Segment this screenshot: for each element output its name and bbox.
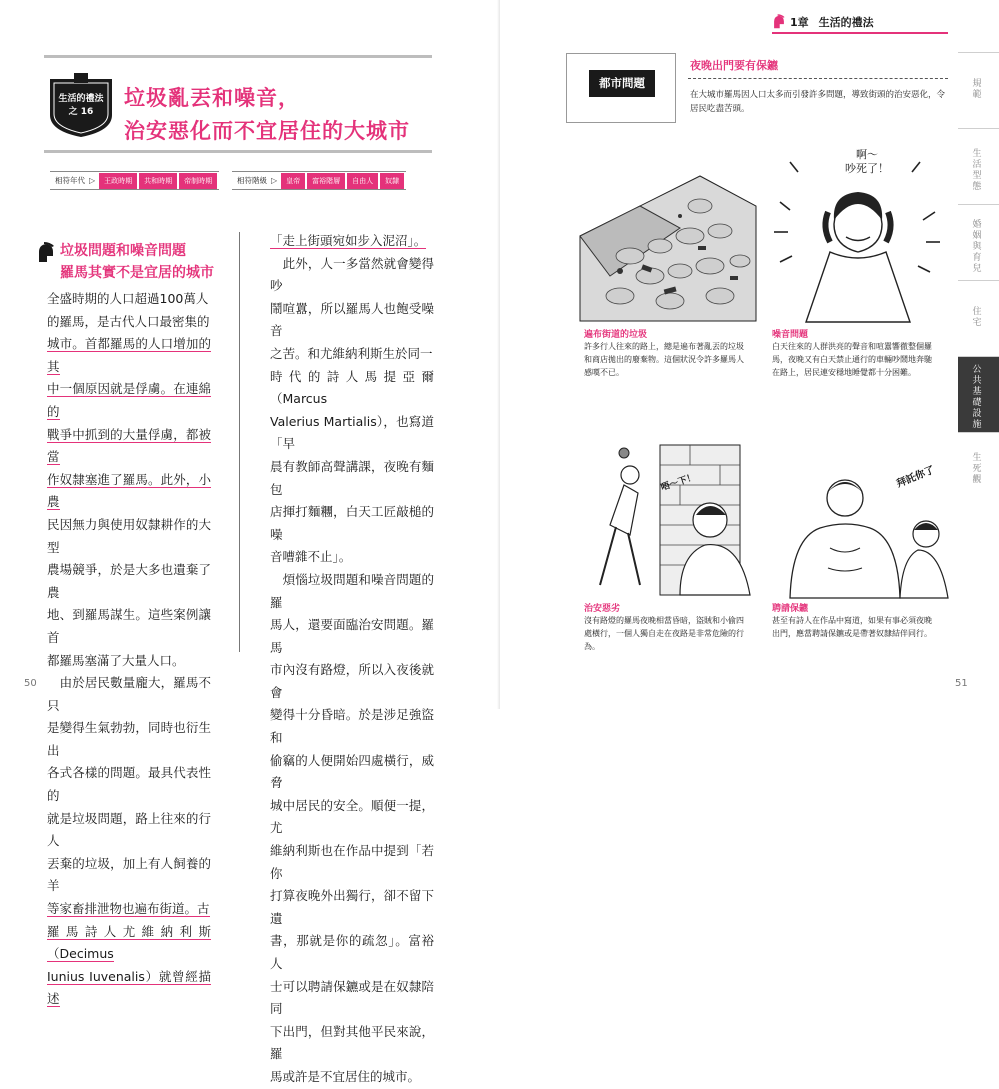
panel-title: 噪音問題 xyxy=(772,330,809,340)
side-tab-label: 公共基礎設施 xyxy=(972,365,982,430)
side-tab-label: 生活型態 xyxy=(972,149,982,192)
class-tag: 奴隸 xyxy=(380,173,404,189)
top-rule xyxy=(44,55,432,58)
text-line: 此外，人一多當然就會變得吵 xyxy=(270,255,434,294)
column-divider xyxy=(239,232,240,652)
text-line: 農場競爭，於是大多也遺棄了農 xyxy=(47,562,211,600)
lesson-badge xyxy=(46,73,116,139)
text-line xyxy=(47,898,211,921)
text-line xyxy=(47,424,211,469)
text-line xyxy=(47,378,211,423)
page-title-line-2: 治安惡化而不宜居住的大城市 xyxy=(124,119,410,143)
topic-body: 在大城市羅馬因人口太多而引發許多問題，導致街頭的治安惡化，令居民吃盡苦頭。 xyxy=(690,90,946,114)
text-line: 市內沒有路燈，所以入夜後就會 xyxy=(270,662,434,700)
text-line: 民因無力與使用奴隸耕作的大型 xyxy=(47,516,211,555)
panel-title: 遍布街道的垃圾 xyxy=(584,330,648,340)
badge-number: 之 16 xyxy=(68,107,94,117)
text-line: 馬或許是不宜居住的城市。 xyxy=(270,1068,421,1084)
text-line: 維納利斯也在作品中提到「若你 xyxy=(270,843,434,881)
bubble-line: 吵死了！ xyxy=(845,162,889,175)
text-line: 就是垃圾問題，路上往來的行人 xyxy=(47,810,211,849)
body-column-1 xyxy=(47,288,211,1011)
text-line xyxy=(47,469,211,514)
left-page xyxy=(0,0,499,1084)
side-tab[interactable] xyxy=(958,280,999,356)
page-number: 50 xyxy=(24,678,37,689)
text-line: 城中居民的安全。順便一提，尤 xyxy=(270,797,434,836)
side-tab-label: 住宅 xyxy=(972,307,982,328)
helmet-icon xyxy=(36,242,56,264)
text-line: 等家畜排泄物也遍布街道。古 xyxy=(47,901,210,917)
text-line xyxy=(47,921,211,966)
text-line: 羅馬詩人尤維納利斯（Decimus xyxy=(47,923,211,962)
text-line: 是變得生氣勃勃，同時也衍生出 xyxy=(47,720,211,758)
dashed-divider xyxy=(688,78,948,79)
arrow-right-icon: ▷ xyxy=(271,176,278,185)
text-line: 「走上街頭宛如步入泥沼」。 xyxy=(270,233,427,248)
side-tab[interactable] xyxy=(958,128,999,204)
speech-bubble: 拜託你了 xyxy=(895,464,937,490)
text-line xyxy=(47,333,211,378)
chapter-header xyxy=(772,14,874,30)
class-tag: 皇帝 xyxy=(281,173,305,189)
text-line: 城市。首都羅馬的人口增加的其 xyxy=(47,336,211,374)
text-line: 中一個原因就是俘虜。在連綿的 xyxy=(47,381,211,419)
class-tag: 富裕階層 xyxy=(307,173,345,189)
era-tag-row xyxy=(50,171,219,190)
text-line: Iunius Iuvenalis）就曾經描述 xyxy=(47,968,211,1007)
text-line: 書，那就是你的疏忽」。富裕人 xyxy=(270,933,434,971)
side-tab-label: 規範 xyxy=(972,79,982,100)
title-underline xyxy=(44,150,432,153)
text-line: 戰爭中抓到的大量俘虜，都被當 xyxy=(47,426,211,465)
chapter-rule xyxy=(772,32,948,34)
text-line: 鬧喧囂，所以羅馬人也飽受噪音 xyxy=(270,300,434,339)
crime-illustration xyxy=(580,445,760,595)
garbage-street-illustration xyxy=(580,176,756,321)
text-line: 之苦。和尤維納利斯生於同一 xyxy=(270,345,433,361)
text-line: 地、到羅馬謀生。這些案例讓首 xyxy=(47,607,211,645)
side-tab[interactable] xyxy=(958,204,999,280)
text-line xyxy=(47,966,211,1011)
era-tag: 帝制時期 xyxy=(179,173,217,189)
text-line: 煩惱垃圾問題和噪音問題的羅 xyxy=(270,571,434,610)
era-caption: 相符年代 xyxy=(55,176,85,185)
right-page xyxy=(500,0,999,709)
text-line: Valerius Martialis），也寫道「早 xyxy=(270,413,434,452)
topic-box xyxy=(566,53,676,123)
text-line: 時代的詩人馬提亞爾（Marcus xyxy=(270,368,434,407)
text-line: 各式各樣的問題。最具代表性的 xyxy=(47,765,211,804)
panel-title: 聘請保鑣 xyxy=(772,604,809,614)
era-tag: 王政時期 xyxy=(99,173,137,189)
side-tab-label: 婚姻與育兒 xyxy=(972,220,982,274)
chapter-title: 生活的禮法 xyxy=(818,16,874,29)
side-tab[interactable] xyxy=(958,52,999,128)
section-heading-line-1: 垃圾問題和噪音問題 xyxy=(60,243,186,259)
section-heading-line-2: 羅馬其實不是宜居的城市 xyxy=(60,265,214,281)
class-tag-row xyxy=(232,171,406,190)
bubble-line: 啊～ xyxy=(856,148,878,161)
text-line: 士可以聘請保鑣或是在奴隸陪同 xyxy=(270,978,434,1017)
speech-bubble: 唔～下！ xyxy=(659,472,698,494)
side-tab[interactable] xyxy=(958,432,999,508)
text-line: 變得十分昏暗。於是涉足強盜和 xyxy=(270,707,434,746)
topic-label: 都市問題 xyxy=(589,70,655,97)
arrow-right-icon: ▷ xyxy=(89,176,96,185)
chapter-number: 1章 xyxy=(790,16,809,29)
text-line xyxy=(270,230,434,253)
text-line: 馬人，還要面臨治安問題。羅馬 xyxy=(270,617,434,655)
class-tag: 自由人 xyxy=(347,173,378,189)
text-line: 作奴隸塞進了羅馬。此外，小農 xyxy=(47,471,211,510)
text-line: 晨有教師高聲講課，夜晚有麵包 xyxy=(270,458,434,497)
panel-body: 白天往來的人群洪亮的聲音和喧囂響徹整個羅馬，夜晚又有白天禁止通行的車輛吵鬧地奔馳在路上，居民連安穩地睡覺都十分困難。 xyxy=(772,342,932,377)
class-caption: 相符階級 xyxy=(237,176,267,185)
text-line: 都羅馬塞滿了大量人口。 xyxy=(47,652,185,668)
page-title-line-1: 垃圾亂丟和噪音， xyxy=(124,86,300,110)
text-line: 打算夜晚外出獨行，卻不留下遺 xyxy=(270,888,434,926)
panel-body: 許多行人往來的路上，總是遍布著亂丟的垃圾和商店拋出的廢棄物。這個狀況令許多羅馬人感嘆不已。 xyxy=(584,342,744,377)
body-column-2 xyxy=(270,230,434,1089)
text-line: 丟棄的垃圾，加上有人飼養的羊 xyxy=(47,855,211,894)
text-line: 的羅馬，是古代人口最密集的 xyxy=(47,313,210,329)
era-tag: 共和時期 xyxy=(139,173,177,189)
speech-bubble xyxy=(845,148,889,176)
badge-label: 生活的禮法 xyxy=(58,94,104,104)
panel-body: 沒有路燈的羅馬夜晚相當昏暗，盜賊和小偷四處橫行，一個人獨自走在夜路是非常危險的行為。 xyxy=(584,616,744,651)
text-line: 偷竊的人便開始四處橫行，威脅 xyxy=(270,752,434,791)
text-line: 下出門，但對其他平民來說，羅 xyxy=(270,1023,434,1062)
helmet-icon xyxy=(772,14,786,30)
panel-title: 治安惡劣 xyxy=(584,604,621,614)
side-tab-label: 生死觀 xyxy=(972,453,982,485)
panel-body: 甚至有詩人在作品中寫道，如果有事必須夜晚出門，應當聘請保鑣或是帶著奴隸結伴同行。 xyxy=(772,616,932,638)
side-tab-active[interactable] xyxy=(958,356,999,432)
text-line: 由於居民數量龐大，羅馬不只 xyxy=(47,675,211,713)
topic-title: 夜晚出門要有保鑣 xyxy=(690,59,778,72)
text-line: 店揮打麵糰，白天工匠敲槌的噪 xyxy=(270,504,434,542)
text-line: 全盛時期的人口超過100萬人 xyxy=(47,291,209,306)
chapter-side-tabs xyxy=(958,52,999,512)
page-number: 51 xyxy=(955,678,968,689)
text-line: 音嘈雜不止」。 xyxy=(270,549,352,565)
